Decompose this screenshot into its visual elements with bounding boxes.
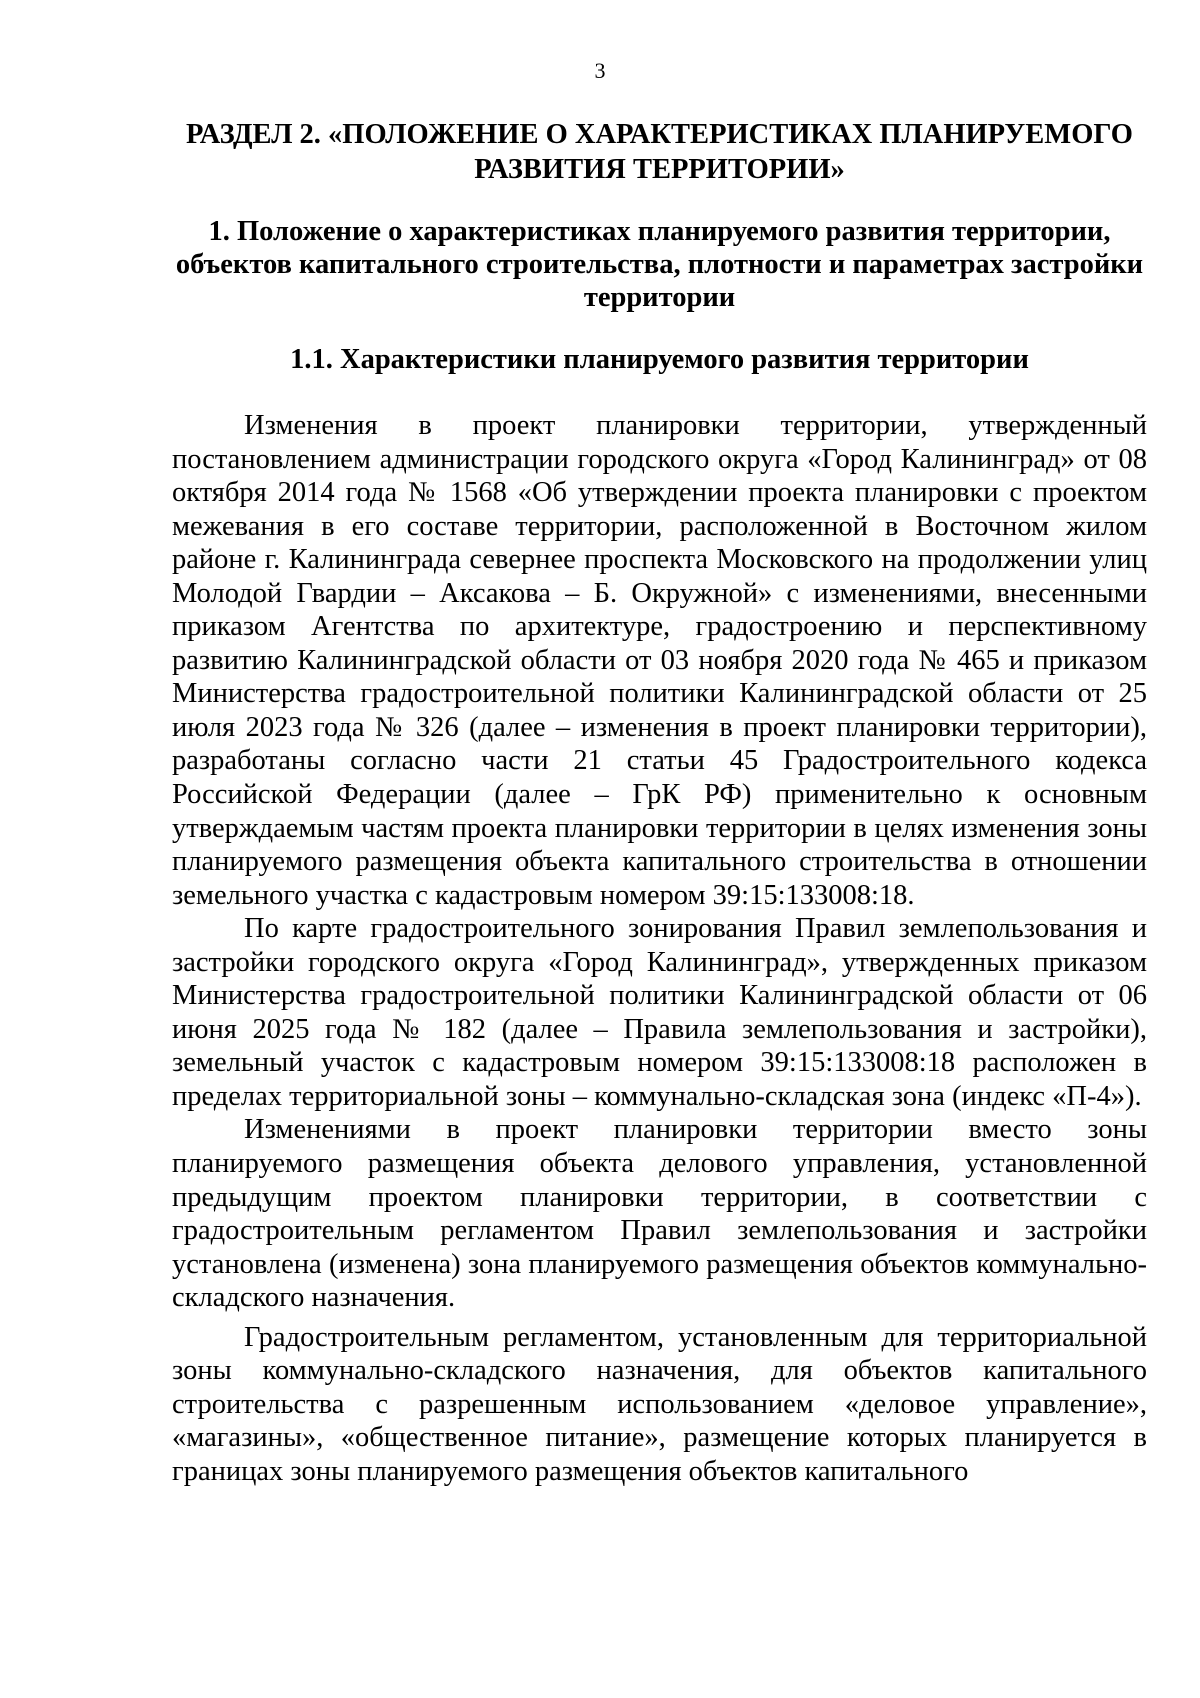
subsection-title: 1. Положение о характеристиках планируемого развития территории, объектов капитального строительства, плотности и параметрах застройки территории xyxy=(175,216,1144,313)
paragraph: Изменениями в проект планировки территории вместо зоны планируемого размещения объекта делового управления, установленной предыдущим проектом планировки территории, в соответствии с градостроительным регламентом Правил землепользования и застройки установлена (изменена) зона планируемого размещения объектов коммунально-складского назначения. xyxy=(172,1114,1147,1314)
section-title: РАЗДЕЛ 2. «ПОЛОЖЕНИЕ О ХАРАКТЕРИСТИКАХ ПЛАНИРУЕМОГО РАЗВИТИЯ ТЕРРИТОРИИ» xyxy=(186,119,1133,185)
paragraph: Изменения в проект планировки территории, утвержденный постановлением администрации городского округа «Город Калининград» от 08 октября 2014 года № 1568 «Об утверждении проекта планировки с проектом межевания в его составе территории, расположенной в Восточном жилом районе г. Калининграда севернее проспекта Московского на продолжении улиц Молодой Гвардии – Аксакова – Б. Окружной» с изменениями, внесенными приказом Агентства по архитектуре, градостроению и перспективному развитию Калининградской области от 03 ноября 2020 года № 465 и приказом Министерства градостроительной политики Калининградской области от 25 июля 2023 года № 326 (далее – изменения в проект планировки территории), разработаны согласно части 21 статьи 45 Градостроительного кодекса Российской Федерации (далее – ГрК РФ) применительно к основным утверждаемым частям проекта планировки территории в целях изменения зоны планируемого размещения объекта капитального строительства в отношении земельного участка с кадастровым номером 39:15:133008:18. xyxy=(172,410,1147,911)
paragraph: Градостроительным регламентом, установленным для территориальной зоны коммунально-складского назначения, для объектов капитального строительства с разрешенным использованием «деловое управление», «магазины», «общественное питание», размещение которых планируется в границах зоны планируемого размещения объектов капитального xyxy=(172,1321,1147,1487)
subsubsection-title: 1.1. Характеристики планируемого развития территории xyxy=(290,344,1029,375)
body-text xyxy=(172,409,1147,1489)
page-number: 3 xyxy=(594,58,606,83)
paragraph: По карте градостроительного зонирования Правил землепользования и застройки городского округа «Город Калининград», утвержденных приказом Министерства градостроительной политики Калининградской области от 06 июня 2025 года № 182 (далее – Правила землепользования и застройки), земельный участок с кадастровым номером 39:15:133008:18 расположен в пределах территориальной зоны – коммунально-складская зона (индекс «П-4»). xyxy=(172,913,1147,1112)
